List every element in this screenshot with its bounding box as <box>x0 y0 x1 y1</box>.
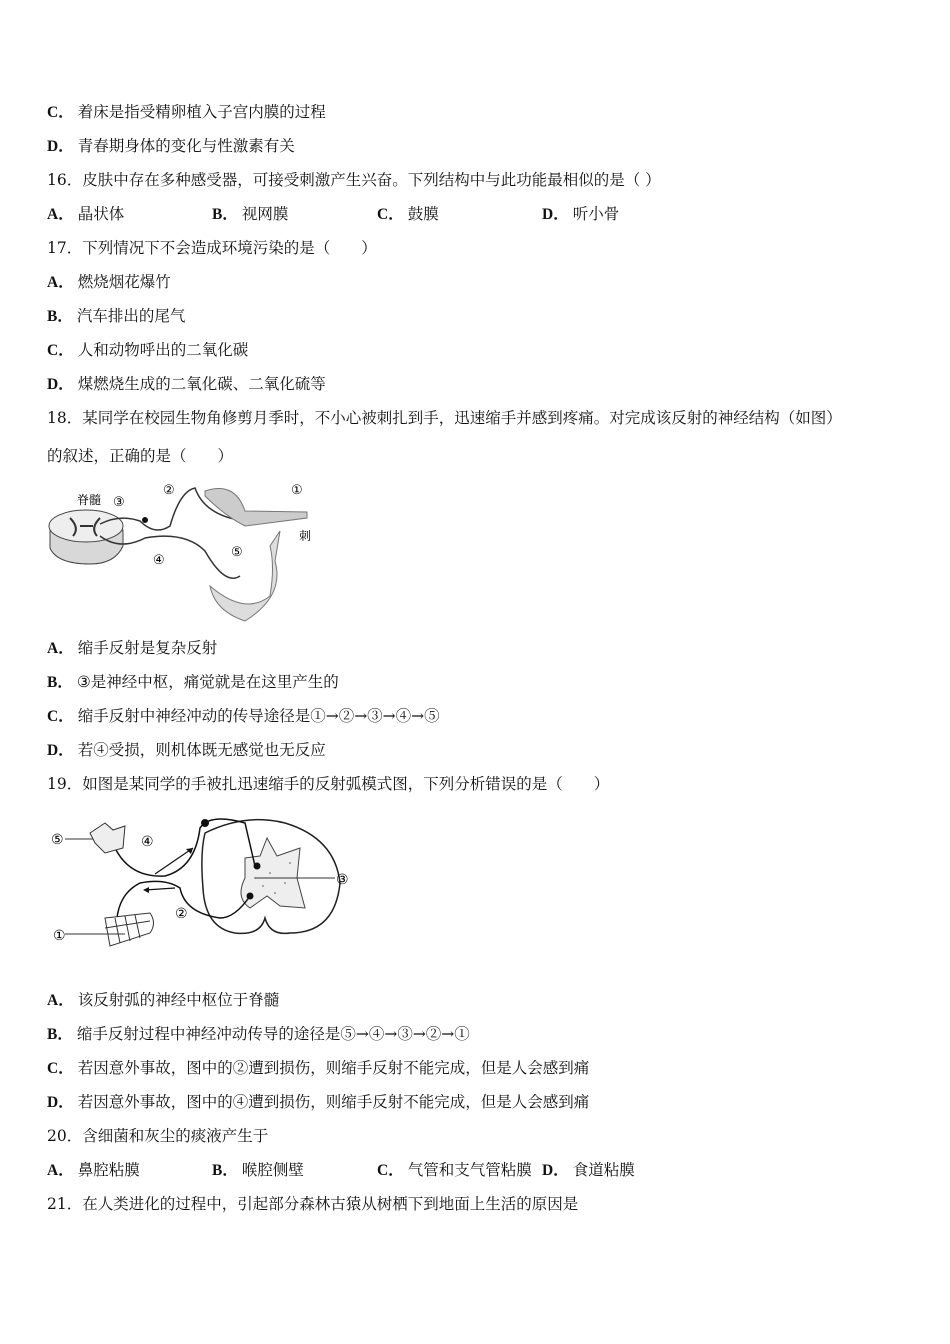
q16-option-c <box>377 204 439 225</box>
label-2: ② <box>163 483 175 498</box>
q19-option-c <box>47 1058 589 1079</box>
q17-option-d <box>47 374 326 395</box>
option-text: 视网膜 <box>241 205 289 223</box>
q19-option-d <box>47 1092 589 1113</box>
q19-option-a <box>47 990 279 1011</box>
option-text: 晶状体 <box>77 205 125 223</box>
q20-stem: 20．含细菌和灰尘的痰液产生于 <box>47 1127 269 1145</box>
option-text: 缩手反射中神经冲动的传导途径是①→②→③→④→⑤ <box>77 707 440 725</box>
option-text: 人和动物呼出的二氧化碳 <box>77 341 249 359</box>
q21-stem: 21．在人类进化的过程中，引起部分森林古猿从树栖下到地面上生活的原因是 <box>47 1195 579 1213</box>
q19-stem: 19．如图是某同学的手被扎迅速缩手的反射弧模式图，下列分析错误的是（ ） <box>47 775 610 793</box>
option-label: D． <box>542 206 569 223</box>
q17-option-b <box>47 306 185 327</box>
option-label: A． <box>47 640 74 657</box>
option-text: 气管和支气管粘膜 <box>407 1161 532 1179</box>
option-text: 若④受损，则机体既无感觉也无反应 <box>77 741 326 759</box>
q18-reflex-figure <box>45 476 325 624</box>
option-text: ③是神经中枢，痛觉就是在这里产生的 <box>76 673 339 691</box>
q18-stem-line1: 18．某同学在校园生物角修剪月季时，不小心被刺扎到手，迅速缩手并感到疼痛。对完成该反射的神经结构（如图） <box>47 409 842 427</box>
option-label: C． <box>47 104 74 121</box>
option-text: 燃烧烟花爆竹 <box>77 273 171 291</box>
bent-arm-sketch <box>210 531 280 621</box>
q16-option-d <box>542 204 619 225</box>
option-label: C． <box>47 1060 74 1077</box>
label-4: ④ <box>141 834 154 850</box>
option-label: C． <box>377 206 404 223</box>
option-label: C． <box>377 1162 404 1179</box>
option-label: C． <box>47 342 74 359</box>
option-text: 听小骨 <box>572 205 620 223</box>
q18-option-c <box>47 706 440 727</box>
label-1: ① <box>53 928 66 944</box>
arrow-efferent <box>145 888 175 890</box>
label-4: ④ <box>153 553 165 568</box>
option-text: 食道粘膜 <box>572 1161 635 1179</box>
option-text: 汽车排出的尾气 <box>76 307 186 325</box>
option-label: D． <box>47 742 74 759</box>
option-text: 缩手反射是复杂反射 <box>77 639 218 657</box>
option-label: A． <box>47 1162 74 1179</box>
neuron-body <box>142 517 148 523</box>
option-text: 鼻腔粘膜 <box>77 1161 140 1179</box>
q19-reflex-arc-figure <box>45 808 360 963</box>
label-spinal-cord: 脊髓 <box>77 493 102 507</box>
option-text: 着床是指受精卵植入子宫内膜的过程 <box>77 103 326 121</box>
label-3: ③ <box>113 495 125 510</box>
label-5: ⑤ <box>51 832 64 848</box>
option-label: B． <box>47 674 73 691</box>
label-1: ① <box>291 483 303 498</box>
option-text: 喉腔侧壁 <box>241 1161 304 1179</box>
q16-stem: 16．皮肤中存在多种感受器，可接受刺激产生兴奋。下列结构中与此功能最相似的是（ ） <box>47 171 661 189</box>
q20-option-d <box>542 1160 635 1181</box>
option-label: B． <box>212 206 238 223</box>
option-label: B． <box>47 308 73 325</box>
q15-option-c <box>47 102 326 123</box>
q15-option-d <box>47 136 295 157</box>
option-label: A． <box>47 274 74 291</box>
q16-option-b <box>212 204 288 225</box>
option-label: D． <box>47 138 74 155</box>
label-thorn: 刺 <box>299 529 312 543</box>
option-text: 若因意外事故，图中的②遭到损伤，则缩手反射不能完成，但是人会感到痛 <box>77 1059 590 1077</box>
option-label: D． <box>47 1094 74 1111</box>
q17-option-a <box>47 272 171 293</box>
q17-stem: 17．下列情况下不会造成环境污染的是（ ） <box>47 239 377 257</box>
option-label: D． <box>47 376 74 393</box>
q18-option-d <box>47 740 326 761</box>
q20-option-b <box>212 1160 304 1181</box>
q19-option-b <box>47 1024 470 1045</box>
q18-stem-line2: 的叙述，正确的是（ ） <box>47 447 234 465</box>
q20-option-c <box>377 1160 532 1181</box>
option-label: B． <box>47 1026 73 1043</box>
option-text: 若因意外事故，图中的④遭到损伤，则缩手反射不能完成，但是人会感到痛 <box>77 1093 590 1111</box>
q16-option-a <box>47 204 124 225</box>
option-label: D． <box>542 1162 569 1179</box>
option-label: B． <box>212 1162 238 1179</box>
option-label: A． <box>47 992 74 1009</box>
spinal-cord-section <box>49 510 123 564</box>
option-label: A． <box>47 206 74 223</box>
option-text: 鼓膜 <box>407 205 439 223</box>
label-5: ⑤ <box>231 545 243 560</box>
muscle-effector <box>105 913 154 946</box>
option-label: C． <box>47 708 74 725</box>
q18-option-a <box>47 638 217 659</box>
option-text: 煤燃烧生成的二氧化碳、二氧化硫等 <box>77 375 326 393</box>
option-text: 缩手反射过程中神经冲动传导的途径是⑤→④→③→②→① <box>76 1025 470 1043</box>
option-text: 青春期身体的变化与性激素有关 <box>77 137 295 155</box>
label-3: ③ <box>336 872 349 888</box>
q18-option-b <box>47 672 339 693</box>
label-2: ② <box>175 906 188 922</box>
q20-option-a <box>47 1160 140 1181</box>
receptor-skin <box>90 823 125 853</box>
option-text: 该反射弧的神经中枢位于脊髓 <box>77 991 280 1009</box>
q17-option-c <box>47 340 248 361</box>
